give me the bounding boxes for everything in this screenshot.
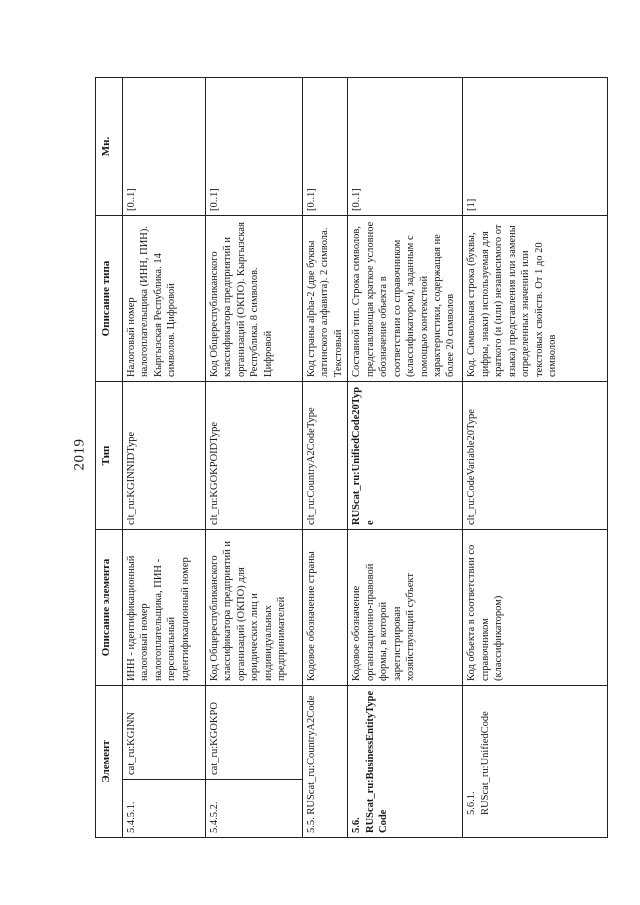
row-type-description: Код Общереспубликанского классификатора предприятий и организаций (ОКПО). Кыргызская Республика. 8 символов. Цифровой [206, 216, 303, 382]
table-row [206, 78, 303, 838]
row-type: RUScat_ru:UnifiedCode20Type [348, 382, 463, 530]
row-element-description: Кодовое обозначение организационно-правовой формы, в которой зарегистрирован хозяйствующий субъект [348, 530, 463, 686]
row-element [463, 686, 608, 838]
row-multiplicity: [1] [463, 78, 608, 216]
row-type: clt_ru:KGOKPOIDType [206, 382, 303, 530]
rotated-table-container [95, 78, 615, 838]
row-element-name: RUScat_ru:BusinessEntityTypeCode [364, 690, 390, 833]
row-element [348, 686, 463, 838]
page-number: 2019 [71, 438, 88, 471]
row-element-name: RUScat_ru:UnifiedCode [479, 711, 491, 815]
row-type-description: Код. Символьная строка (буквы, цифры, знаки) используемая для краткого (и (или) независимого от языка) представления или замены определенных значений или текстовых свойств. От 1 до 20 символов [463, 216, 608, 382]
row-multiplicity: [0..1] [206, 78, 303, 216]
row-multiplicity: [0..1] [123, 78, 206, 216]
header-element: Элемент [96, 686, 123, 838]
row-type-description: Код страны alpha-2 (две буквы латинского алфавита). 2 символа. Текстовый [303, 216, 348, 382]
row-number: 5.6.1. [466, 791, 478, 815]
row-type: clt_ru:CountryA2CodeType [303, 382, 348, 530]
row-type-description: Налоговый номер налогоплательщика (ИНН, ПИН). Кыргызская Республика. 14 символов. Цифровой [123, 216, 206, 382]
row-number: 5.4.5.1. [123, 780, 206, 838]
row-element: cat_ru:KGOKPO [206, 686, 303, 780]
row-type: clt_ru:KGINNIDType [123, 382, 206, 530]
row-type: clt_ru:CodeVariable20Type [463, 382, 608, 530]
row-multiplicity: [0..1] [348, 78, 463, 216]
table-header-row [96, 78, 123, 838]
header-type: Тип [96, 382, 123, 530]
row-type-description: Составной тип. Строка символов, представляющая краткое условное обозначение объекта в соответствии со справочником (классификатором), заданным с помощью контекстной характеристики, содержащая не более 20 символов [348, 216, 463, 382]
table-row [348, 78, 463, 838]
row-element-description: Кодовое обозначение страны [303, 530, 348, 686]
table-row [463, 78, 608, 838]
row-element [303, 686, 348, 838]
header-multiplicity: Мн. [96, 78, 123, 216]
row-element: cat_ru:KGINN [123, 686, 206, 780]
header-type-description: Описание типа [96, 216, 123, 382]
row-multiplicity: [0..1] [303, 78, 348, 216]
specification-table [95, 77, 608, 838]
row-element-description: Код Общереспубликанского классификатора предприятий и организаций (ОКПО) для юридических лиц и индивидуальных предпринимателей [206, 530, 303, 686]
row-number: 5.4.5.2. [206, 780, 303, 838]
row-element-description: Код объекта в соответствии со справочником (классификатором) [463, 530, 608, 686]
row-element-description: ИНН - идентификационный налоговый номер налогоплательщика, ПИН - персональный идентификационный номер [123, 530, 206, 686]
table-row [303, 78, 348, 838]
row-number: 5.5. [306, 817, 317, 833]
row-number: 5.6. [351, 817, 363, 833]
table-row [123, 78, 206, 838]
row-element-name: RUScat_ru:CountryA2Code [306, 695, 317, 815]
header-element-description: Описание элемента [96, 530, 123, 686]
